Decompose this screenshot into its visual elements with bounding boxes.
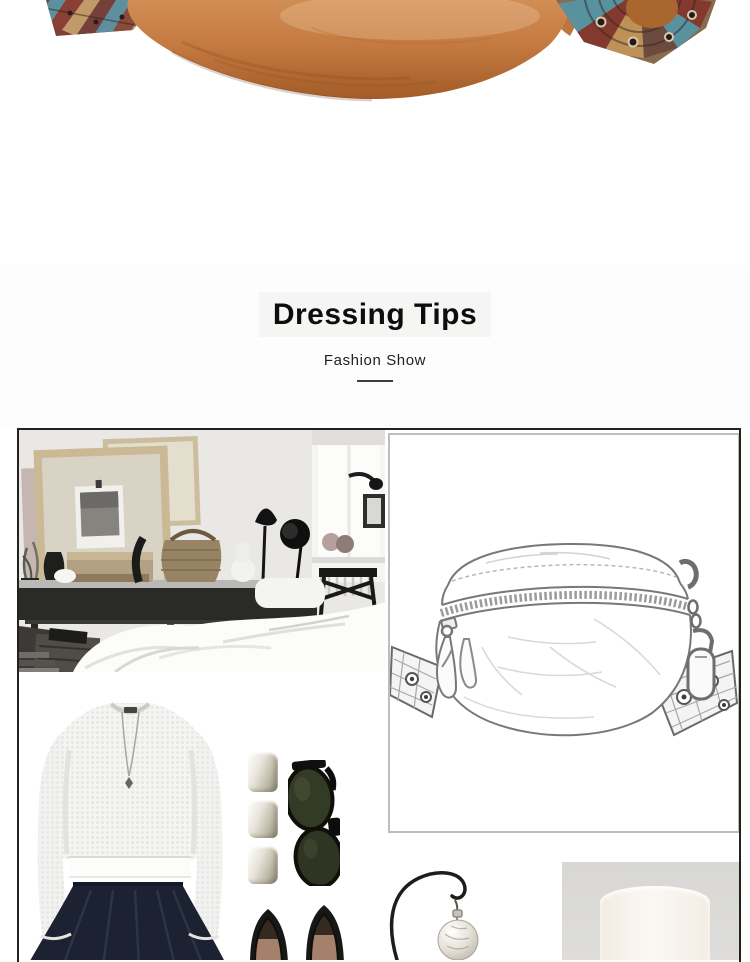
product-photo-leather-bag [0,0,750,265]
bag-sketch-card [388,433,740,833]
cuff-bracelet [248,800,278,838]
bag-body [127,0,572,100]
leather-bag-graphic [0,0,750,120]
black-pumps-photo [246,903,354,960]
pump-left [250,909,288,960]
dressing-tips-section [0,265,750,428]
sunglasses-photo [288,760,340,886]
sweater-outfit-photo [25,690,235,960]
cuff-bracelet [248,846,278,884]
bag-sketch-graphic [390,435,738,831]
bedroom-photo [19,430,385,672]
cuff-bracelets [248,752,278,884]
cuff-bracelet [248,752,278,792]
section-title: Dressing Tips [259,292,491,337]
section-divider [357,380,393,382]
sketch-strap-left [390,647,442,717]
bag-strap-right [550,0,722,70]
lamp-shade [600,886,710,960]
moodboard-collage [17,428,741,962]
table-lamp-photo [562,862,739,960]
section-subtitle: Fashion Show [323,352,427,369]
pump-right [306,905,344,960]
ornament-stand-photo [385,862,561,960]
